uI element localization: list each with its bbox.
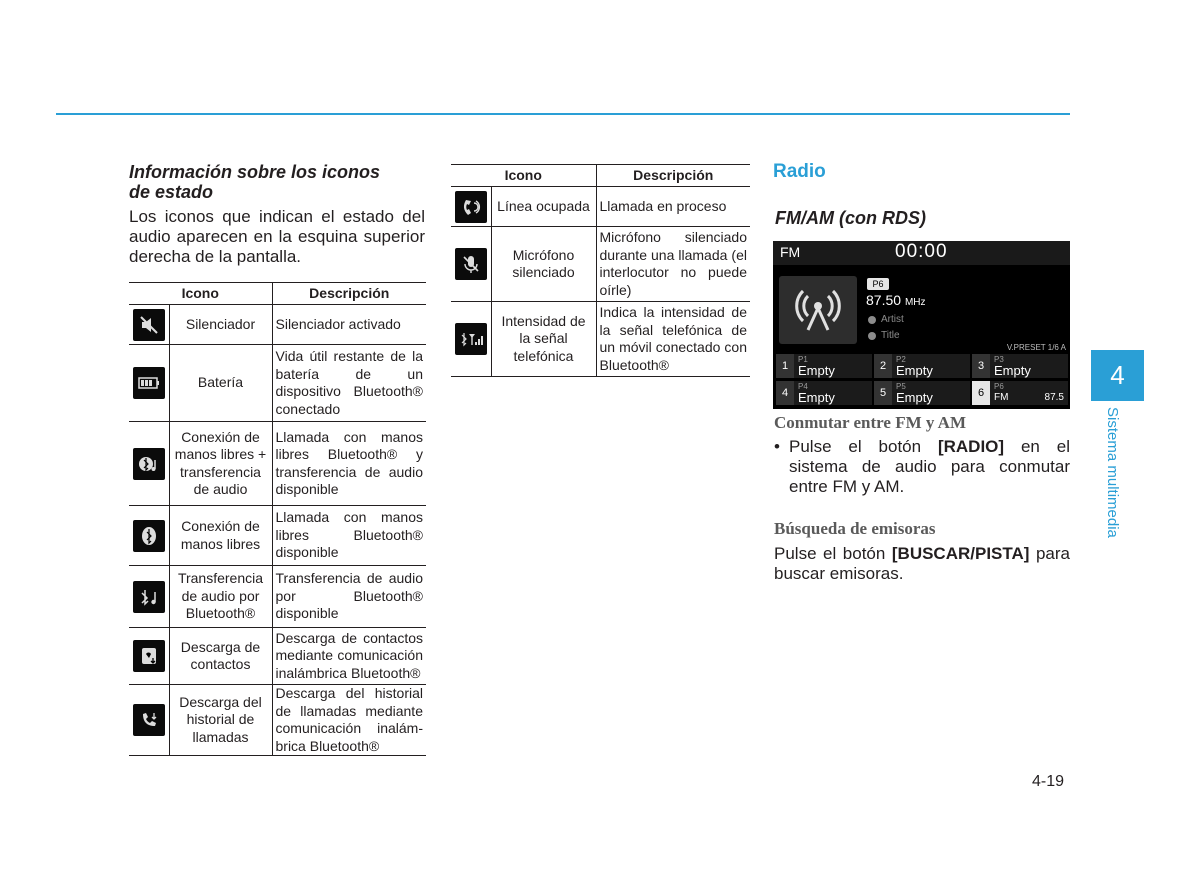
row-desc: Llamada con manos libres Bluetooth® disponible <box>272 506 426 566</box>
station-search-text <box>774 544 1070 584</box>
row-name: Descarga de contactos <box>169 628 272 685</box>
fm-am-subheading: FM/AM (con RDS) <box>775 208 926 228</box>
row-name: Transferencia de audio por Bluetooth® <box>169 566 272 628</box>
table-row <box>451 187 750 227</box>
vpreset-indicator: V.PRESET 1/6 A <box>1006 343 1066 352</box>
status-icons-table-left <box>129 282 426 756</box>
table-row <box>451 227 750 302</box>
artist-label: Artist <box>881 314 904 325</box>
row-name: Intensidad de la señal telefónica <box>491 302 596 377</box>
frequency-unit: MHz <box>904 297 926 308</box>
row-name: Conexión de manos libres + transferencia de audio <box>169 422 272 506</box>
preset-slot: P5 <box>896 382 906 391</box>
contacts-download-icon <box>133 640 165 672</box>
heading-line-1: Información sobre los iconos <box>129 162 381 182</box>
seek-track-button-label: [BUSCAR/PISTA] <box>891 544 1030 563</box>
radio-heading: Radio <box>773 161 826 182</box>
row-name: Micrófono silenciado <box>491 227 596 302</box>
title-label: Title <box>881 330 900 341</box>
bullet-text <box>789 437 1070 497</box>
preset-button-5[interactable] <box>874 381 970 405</box>
search-post: para buscar emisoras. <box>774 544 1071 583</box>
row-name: Descarga del historial de llamadas <box>169 685 272 756</box>
row-desc: Micrófono silenciado durante una llamada (el interlocutor no puede oírle) <box>596 227 750 302</box>
title-icon <box>868 332 876 340</box>
preset-frequency: 87.5 <box>1044 392 1064 403</box>
intro-paragraph: Los iconos que indican el estado del audio aparecen en la esquina superior derecha de la pantalla. <box>129 207 425 266</box>
preset-number: 4 <box>776 381 794 405</box>
bullet-dot: • <box>774 437 780 456</box>
row-desc: Llamada con manos libres Bluetooth® y transferencia de audio disponible <box>272 422 426 506</box>
preset-button-1[interactable] <box>776 354 872 378</box>
preset-label: Empty <box>798 390 835 405</box>
station-art <box>779 276 857 344</box>
preset-slot: P1 <box>798 355 808 364</box>
signal-strength-icon <box>455 323 487 355</box>
row-name: Silenciador <box>169 305 272 345</box>
chapter-side-label <box>1101 407 1121 552</box>
row-name: Batería <box>169 345 272 422</box>
line-busy-icon <box>455 191 487 223</box>
bluetooth-handsfree-audio-icon <box>133 448 165 480</box>
row-desc: Silenciador activado <box>272 305 426 345</box>
preset-button-2[interactable] <box>874 354 970 378</box>
row-desc: Descarga del historial de llamadas mediante comunicación inalám-brica Bluetooth® <box>272 685 426 756</box>
page-number: 4-19 <box>1032 773 1065 790</box>
station-search-title: Búsqueda de emisoras <box>774 519 936 538</box>
row-desc: Indica la intensidad de la señal telefónica de un móvil conectado con Bluetooth® <box>596 302 750 377</box>
table-row <box>129 566 426 628</box>
bluetooth-handsfree-icon <box>133 520 165 552</box>
table-row <box>129 685 426 756</box>
search-pre: Pulse el botón <box>774 544 892 563</box>
preset-slot: P2 <box>896 355 906 364</box>
col-header-desc: Descripción <box>272 283 426 305</box>
chapter-tab: 4 <box>1091 350 1144 401</box>
col-header-desc: Descripción <box>596 165 750 187</box>
preset-number: 5 <box>874 381 892 405</box>
call-history-download-icon <box>133 704 165 736</box>
row-desc: Transferencia de audio por Bluetooth® disponible <box>272 566 426 628</box>
preset-slot: P6 <box>994 382 1004 391</box>
row-name: Conexión de manos libres <box>169 506 272 566</box>
table-row <box>129 305 426 345</box>
preset-number: 6 <box>972 381 990 405</box>
preset-label: Empty <box>994 363 1031 378</box>
heading-line-2: de estado <box>129 182 214 202</box>
preset-label: Empty <box>896 390 933 405</box>
bullet-post: en el sistema de audio para conmutar entre FM y AM. <box>789 437 1070 496</box>
chapter-label-text: Sistema multimedia <box>1104 407 1121 538</box>
clock: 00:00 <box>895 241 948 262</box>
table-row <box>129 506 426 566</box>
mute-icon <box>133 309 165 341</box>
preset-number: 1 <box>776 354 794 378</box>
artist-icon <box>868 316 876 324</box>
table-row <box>129 628 426 685</box>
top-rule <box>56 113 1070 115</box>
bullet-pre: Pulse el botón <box>789 437 938 456</box>
preset-label: FM <box>994 392 1009 403</box>
table-row <box>129 345 426 422</box>
table-row <box>129 422 426 506</box>
battery-icon <box>133 367 165 399</box>
radio-button-label: [RADIO] <box>937 437 1005 456</box>
row-desc: Llamada en proceso <box>596 187 750 227</box>
row-name: Línea ocupada <box>491 187 596 227</box>
table-row <box>451 302 750 377</box>
preset-button-6[interactable] <box>972 381 1068 405</box>
col-header-icon: Icono <box>129 283 272 305</box>
frequency-display <box>866 292 926 308</box>
switch-fm-am-title: Conmutar entre FM y AM <box>774 413 967 432</box>
preset-button-3[interactable] <box>972 354 1068 378</box>
preset-number: 2 <box>874 354 892 378</box>
status-icons-heading <box>129 162 429 202</box>
status-icons-table-middle <box>451 164 750 377</box>
preset-button-4[interactable] <box>776 381 872 405</box>
preset-label: Empty <box>798 363 835 378</box>
preset-number: 3 <box>972 354 990 378</box>
preset-label: Empty <box>896 363 933 378</box>
preset-badge: P6 <box>867 278 889 290</box>
switch-fm-am-bullet <box>774 437 1070 497</box>
radio-screen <box>773 241 1070 409</box>
preset-slot: P4 <box>798 382 808 391</box>
row-desc: Descarga de contactos mediante comunicación inalámbrica Bluetooth® <box>272 628 426 685</box>
bluetooth-audio-icon <box>133 581 165 613</box>
row-desc: Vida útil restante de la batería de un dispositivo Bluetooth® conectado <box>272 345 426 422</box>
preset-slot: P3 <box>994 355 1004 364</box>
radio-antenna-icon <box>779 276 857 344</box>
col-header-icon: Icono <box>451 165 596 187</box>
frequency-value: 87.50 <box>866 292 902 308</box>
band-mode: FM <box>780 244 801 260</box>
microphone-muted-icon <box>455 248 487 280</box>
